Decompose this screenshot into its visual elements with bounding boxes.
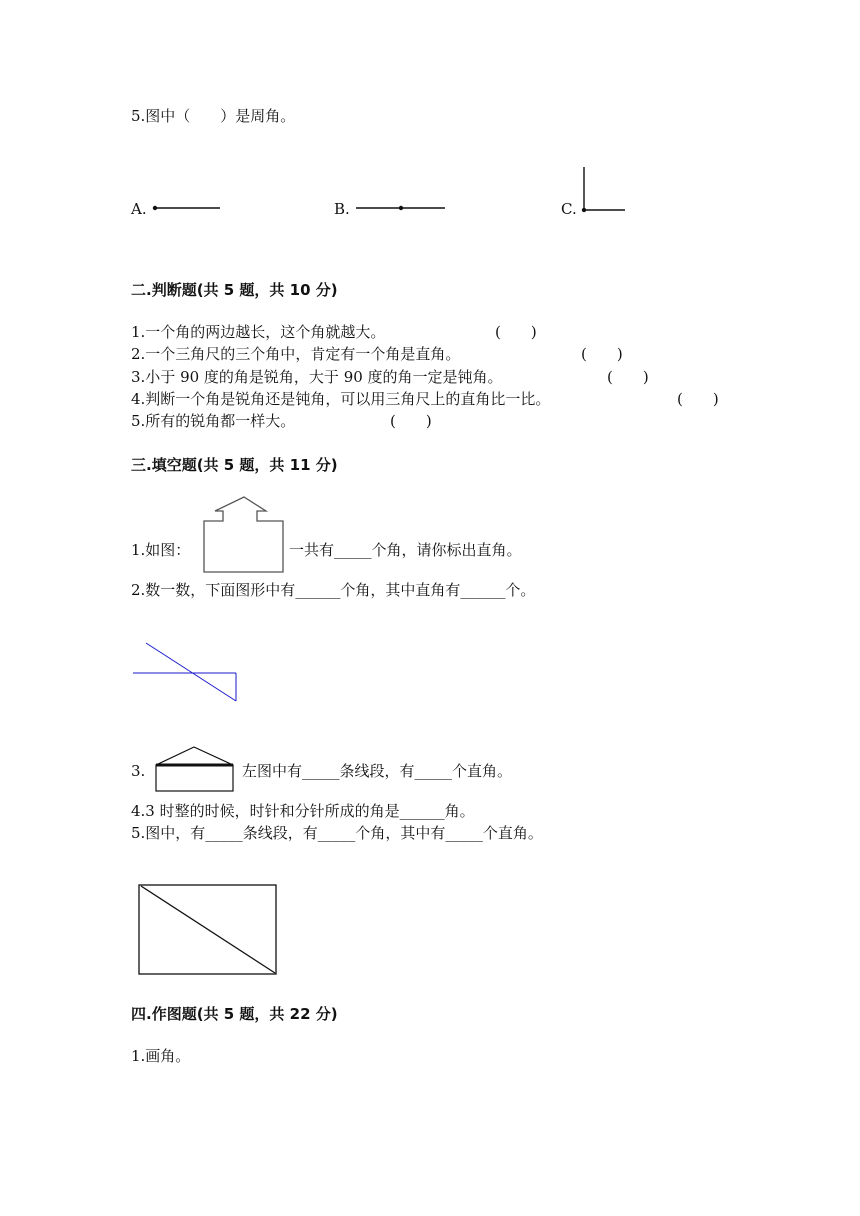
fill-q5-rectangle-diagonal-figure <box>137 883 279 977</box>
fill-q3-suffix: 左图中有_____条线段，有_____个直角。 <box>242 762 513 780</box>
fill-q1-suffix: 一共有_____个角，请你标出直角。 <box>289 541 522 559</box>
option-b-straight-angle-figure <box>354 203 454 213</box>
option-c-label: C. <box>561 200 577 218</box>
judge-item-1-answer-paren: ( ) <box>495 323 537 341</box>
section-2-heading: 二.判断题(共 5 题，共 10 分) <box>131 281 338 299</box>
section-4-heading: 四.作图题(共 5 题，共 22 分) <box>131 1005 338 1023</box>
judge-item-1: 1.一个角的两边越长，这个角就越大。 <box>131 323 386 341</box>
fill-q1-prefix: 1.如图： <box>131 541 191 559</box>
draw-q1: 1.画角。 <box>131 1047 191 1065</box>
option-b-label: B. <box>334 200 350 218</box>
question-5-text: 5.图中（ ）是周角。 <box>131 107 296 125</box>
judge-item-5: 5.所有的锐角都一样大。 <box>131 412 296 430</box>
fill-q5: 5.图中，有_____条线段，有_____个角，其中有_____个直角。 <box>131 824 543 842</box>
fill-q3-roof-box-figure <box>153 745 237 793</box>
section-3-heading: 三.填空题(共 5 题，共 11 分) <box>131 456 338 474</box>
fill-q3-prefix: 3. <box>131 762 146 780</box>
judge-item-2-answer-paren: ( ) <box>581 345 623 363</box>
option-a-ray-figure <box>150 203 230 213</box>
judge-item-4-answer-paren: ( ) <box>677 390 719 408</box>
judge-item-3: 3.小于 90 度的角是锐角，大于 90 度的角一定是钝角。 <box>131 368 503 386</box>
judge-item-5-answer-paren: ( ) <box>390 412 432 430</box>
judge-item-4: 4.判断一个角是锐角还是钝角，可以用三角尺上的直角比一比。 <box>131 390 551 408</box>
fill-q2: 2.数一数，下面图形中有______个角，其中直角有______个。 <box>131 581 536 599</box>
fill-q1-house-arrow-figure <box>203 495 287 575</box>
option-c-right-angle-figure <box>580 164 630 214</box>
fill-q2-line-figure <box>132 640 242 704</box>
option-a-label: A. <box>131 200 147 218</box>
judge-item-2: 2.一个三角尺的三个角中，肯定有一个角是直角。 <box>131 345 461 363</box>
fill-q4: 4.3 时整的时候，时针和分针所成的角是______角。 <box>131 802 475 820</box>
judge-item-3-answer-paren: ( ) <box>607 368 649 386</box>
